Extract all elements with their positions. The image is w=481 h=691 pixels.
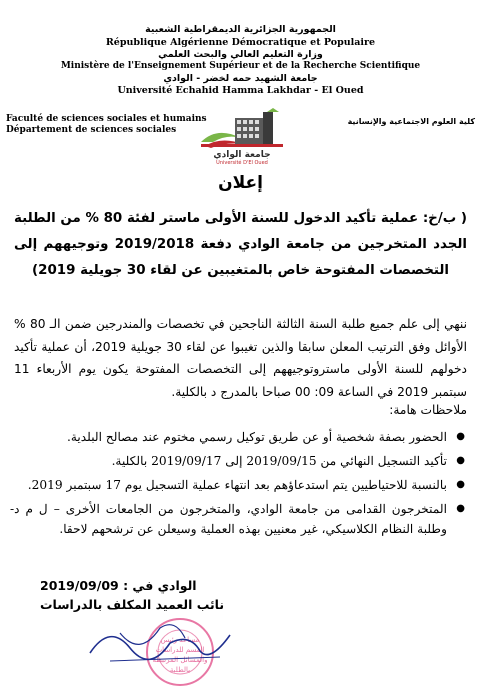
svg-text:بالطلبة: بالطلبة bbox=[169, 666, 191, 674]
header-republic-ar: الجمهورية الجزائرية الديمقراطية الشعبية bbox=[145, 24, 336, 35]
list-item: ● بالنسبة للاحتياطيين يتم استدعاؤهم بعد انتهاء عملية التسجيل يوم 17 سبتمبر 2019. bbox=[10, 475, 469, 495]
header-university-ar: جامعة الشهيد حمه لخضر - الوادي bbox=[163, 73, 318, 84]
announcement-subject: ( ب/خ: عملية تأكيد الدخول للسنة الأولى ماستر لفئة 80 % من الطلبة الجدد المتخرجين من جامعة الوادي دفعة 2019/2018 وتوجيههم إلى التخصصات المفتوحة خاص بالمتغيبين عن لقاء 30 جويلية 2019) bbox=[14, 211, 467, 278]
list-item: ● الحضور بصفة شخصية أو عن طريق توكيل رسمي مختوم عند مصالح البلدية. bbox=[10, 427, 469, 447]
faculty-name-ar: كلية العلوم الاجتماعية والإنسانية bbox=[347, 117, 475, 126]
faculty-name-fr: Faculté de sciences sociales et humains bbox=[6, 114, 207, 124]
date-line: الوادي في : 2019/09/09 bbox=[40, 578, 197, 593]
notes-list bbox=[10, 427, 469, 543]
bullet-icon: ● bbox=[456, 479, 465, 490]
header-republic-fr: République Algérienne Démocratique et Populaire bbox=[105, 37, 376, 48]
logo-text-ar: جامعة الوادي bbox=[213, 150, 271, 160]
bullet-icon: ● bbox=[456, 503, 465, 514]
university-logo bbox=[197, 108, 287, 166]
header-university-fr: Université Echahid Hamma Lakhdar - El Oued bbox=[117, 85, 364, 96]
svg-text:القسم للدراسات: القسم للدراسات bbox=[155, 646, 205, 654]
header-ministry-fr: Ministère de l'Enseignement Supérieur et de la Recherche Scientifique bbox=[60, 61, 421, 71]
announcement-body: ننهي إلى علم جميع طلبة السنة الثالثة الناجحين في تخصصات والمندرجين ضمن الـ 80 % الأوائل وفق الترتيب المعلن سابقا والذين تغيبوا عن لقاء 30 جويلية 2019، أن عملية تأكيد دخولهم للسنة الأولى ماستروتوجيههم إلى التخصصات المفتوحة يكون يوم الأربعاء 11 سبتمبر 2019 في الساعة 09: 00 صباحا بالمدرج د بالكلية. bbox=[14, 317, 467, 399]
bullet-icon: ● bbox=[456, 455, 465, 466]
header-ministry-ar: وزارة التعليم العالي والبحث العلمي bbox=[158, 49, 323, 60]
faculty-block-fr bbox=[6, 114, 207, 136]
bullet-icon: ● bbox=[456, 431, 465, 442]
svg-text:والمسائل المرتبطة: والمسائل المرتبطة bbox=[152, 656, 208, 664]
notes-title: ملاحظات هامة: bbox=[389, 403, 467, 417]
handwritten-signature bbox=[80, 613, 240, 673]
logo-text-fr: Université D'El Oued bbox=[216, 160, 268, 166]
signatory-title: نائب العميد المكلف بالدراسات bbox=[40, 597, 225, 612]
department-name-fr: Département de sciences sociales bbox=[6, 125, 177, 135]
list-item: ● المتخرجون القدامى من جامعة الوادي، والمتخرجون من الجامعات الأخرى – ل م د- وطلبة النظام الكلاسيكي، غير معنيين بهذه العملية وسيعلن عن ترشحهم لاحقا. bbox=[10, 499, 469, 539]
list-item: ● تأكيد التسجيل النهائي من 2019/09/15 إلى 2019/09/17 بالكلية. bbox=[10, 451, 469, 471]
svg-text:مساعد رئيس: مساعد رئيس bbox=[160, 636, 200, 644]
announcement-title: إعلان bbox=[218, 173, 263, 193]
